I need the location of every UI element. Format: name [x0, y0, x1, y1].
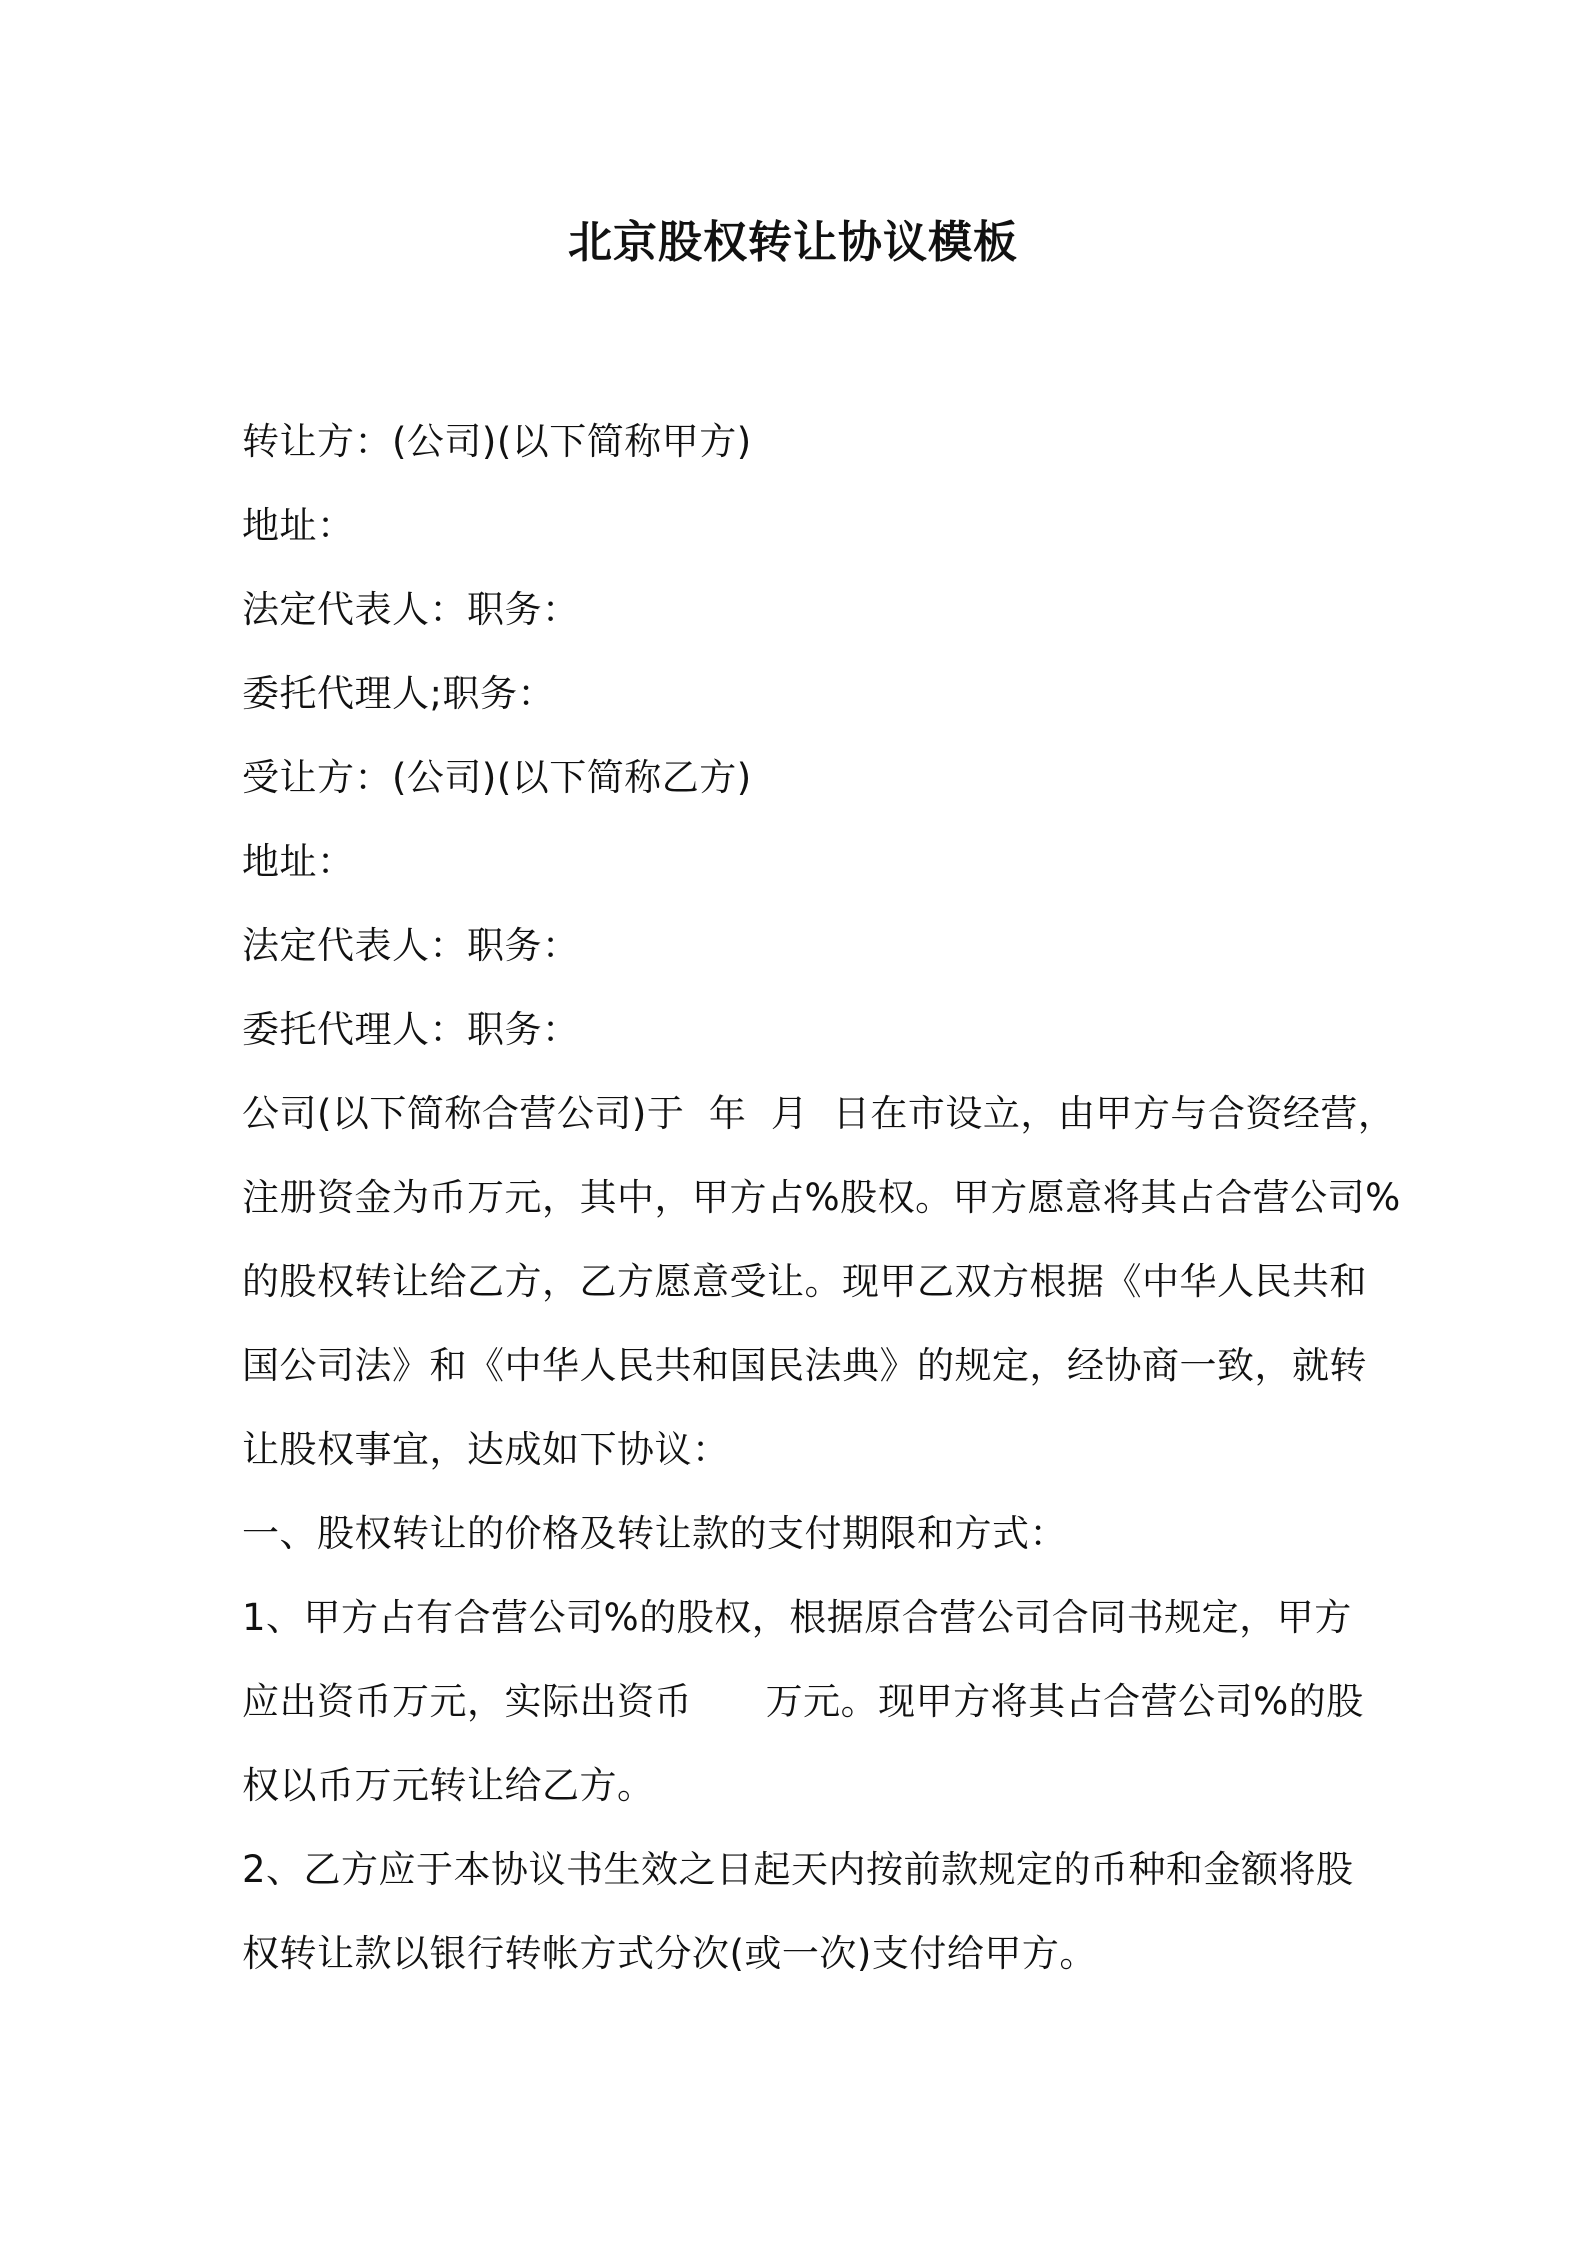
document-title: 北京股权转让协议模板: [568, 217, 1018, 268]
party-a-agent: 委托代理人;职务：: [242, 672, 555, 715]
preamble-line: 国公司法》和《中华人民共和国民法典》的规定，经协商一致，就转: [242, 1344, 1367, 1387]
party-b-legal-representative: 法定代表人：职务：: [242, 924, 580, 967]
party-a-address: 地址：: [242, 504, 355, 547]
preamble-line: 的股权转让给乙方，乙方愿意受让。现甲乙双方根据《中华人民共和: [242, 1260, 1367, 1303]
section-heading: 一、股权转让的价格及转让款的支付期限和方式：: [242, 1512, 1067, 1555]
preamble-line: 注册资金为币万元，其中，甲方占%股权。甲方愿意将其占合营公司%: [242, 1176, 1401, 1219]
clause-2-line: 权转让款以银行转帐方式分次(或一次)支付给甲方。: [242, 1932, 1097, 1975]
clause-1-line: 1、甲方占有合营公司%的股权，根据原合营公司合同书规定，甲方: [242, 1596, 1352, 1639]
preamble-line: 公司(以下简称合营公司)于 年 月 日在市设立，由甲方与合资经营，: [242, 1092, 1396, 1135]
clause-2-line: 2、乙方应于本协议书生效之日起天内按前款规定的币种和金额将股: [242, 1848, 1354, 1891]
document-body: [242, 400, 1401, 1996]
party-b-line: 受让方：(公司)(以下简称乙方): [242, 756, 752, 799]
party-a-legal-representative: 法定代表人：职务：: [242, 588, 580, 631]
clause-1-line: 权以币万元转让给乙方。: [242, 1764, 655, 1807]
party-b-agent: 委托代理人：职务：: [242, 1008, 580, 1051]
preamble-line: 让股权事宜，达成如下协议：: [242, 1428, 730, 1471]
party-a-line: 转让方：(公司)(以下简称甲方): [242, 420, 752, 463]
party-b-address: 地址：: [242, 840, 355, 883]
clause-1-line: 应出资币万元，实际出资币 万元。现甲方将其占合营公司%的股: [242, 1680, 1364, 1723]
